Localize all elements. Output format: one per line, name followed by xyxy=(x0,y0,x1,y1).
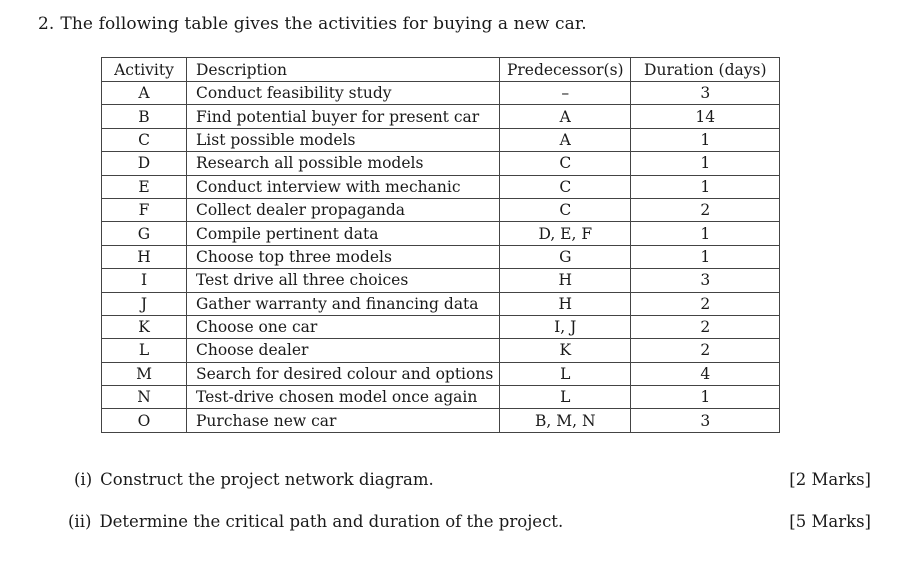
table-row xyxy=(102,82,780,105)
duration-cell: 1 xyxy=(631,128,780,151)
duration-cell: 3 xyxy=(631,409,780,432)
duration-cell: 2 xyxy=(631,315,780,338)
duration-cell: 14 xyxy=(631,105,780,128)
table-row xyxy=(102,292,780,315)
question-number: 2. xyxy=(38,14,55,34)
description-cell: Compile pertinent data xyxy=(187,222,500,245)
part-ii xyxy=(68,512,563,531)
predecessors-cell: A xyxy=(500,105,631,128)
table-row xyxy=(102,386,780,409)
description-cell: Gather warranty and financing data xyxy=(187,292,500,315)
predecessors-cell: – xyxy=(500,82,631,105)
part-ii-text: Determine the critical path and duration of the project. xyxy=(99,512,564,531)
activity-cell: C xyxy=(102,128,187,151)
activities-table xyxy=(101,57,780,433)
description-cell: Test-drive chosen model once again xyxy=(187,386,500,409)
duration-cell: 2 xyxy=(631,339,780,362)
predecessors-cell: C xyxy=(500,198,631,221)
duration-cell: 1 xyxy=(631,152,780,175)
activity-cell: H xyxy=(102,245,187,268)
description-cell: Choose top three models xyxy=(187,245,500,268)
duration-cell: 1 xyxy=(631,222,780,245)
duration-cell: 4 xyxy=(631,362,780,385)
duration-cell: 2 xyxy=(631,292,780,315)
predecessors-cell: A xyxy=(500,128,631,151)
duration-cell: 1 xyxy=(631,386,780,409)
header-activity: Activity xyxy=(102,58,187,82)
activity-cell: L xyxy=(102,339,187,362)
activity-cell: F xyxy=(102,198,187,221)
predecessors-cell: G xyxy=(500,245,631,268)
activity-cell: D xyxy=(102,152,187,175)
predecessors-cell: H xyxy=(500,292,631,315)
description-cell: Purchase new car xyxy=(187,409,500,432)
table-row xyxy=(102,362,780,385)
table-row xyxy=(102,152,780,175)
description-cell: Test drive all three choices xyxy=(187,269,500,292)
part-i-text: Construct the project network diagram. xyxy=(100,470,434,489)
activity-cell: B xyxy=(102,105,187,128)
table-body xyxy=(102,82,780,433)
description-cell: Conduct feasibility study xyxy=(187,82,500,105)
table-row xyxy=(102,269,780,292)
activity-cell: M xyxy=(102,362,187,385)
predecessors-cell: H xyxy=(500,269,631,292)
table-row xyxy=(102,339,780,362)
question-heading xyxy=(38,14,587,34)
table-row xyxy=(102,222,780,245)
table-row xyxy=(102,245,780,268)
predecessors-cell: K xyxy=(500,339,631,362)
predecessors-cell: I, J xyxy=(500,315,631,338)
duration-cell: 1 xyxy=(631,245,780,268)
activity-cell: N xyxy=(102,386,187,409)
duration-cell: 3 xyxy=(631,82,780,105)
description-cell: Collect dealer propaganda xyxy=(187,198,500,221)
activity-cell: A xyxy=(102,82,187,105)
duration-cell: 2 xyxy=(631,198,780,221)
header-duration: Duration (days) xyxy=(631,58,780,82)
description-cell: Choose dealer xyxy=(187,339,500,362)
part-ii-marks: [5 Marks] xyxy=(789,512,871,531)
part-i xyxy=(74,470,434,489)
table-row xyxy=(102,128,780,151)
description-cell: Search for desired colour and options xyxy=(187,362,500,385)
description-cell: Research all possible models xyxy=(187,152,500,175)
description-cell: Choose one car xyxy=(187,315,500,338)
activity-cell: O xyxy=(102,409,187,432)
table-row xyxy=(102,175,780,198)
activity-cell: I xyxy=(102,269,187,292)
activity-cell: E xyxy=(102,175,187,198)
predecessors-cell: D, E, F xyxy=(500,222,631,245)
activity-cell: J xyxy=(102,292,187,315)
question-text: The following table gives the activities for buying a new car. xyxy=(60,14,587,34)
predecessors-cell: L xyxy=(500,386,631,409)
table-header-row xyxy=(102,58,780,82)
description-cell: Find potential buyer for present car xyxy=(187,105,500,128)
description-cell: List possible models xyxy=(187,128,500,151)
part-i-marks: [2 Marks] xyxy=(789,470,871,489)
part-ii-label: (ii) xyxy=(68,512,92,531)
part-i-label: (i) xyxy=(74,470,93,489)
duration-cell: 1 xyxy=(631,175,780,198)
header-predecessors: Predecessor(s) xyxy=(500,58,631,82)
description-cell: Conduct interview with mechanic xyxy=(187,175,500,198)
predecessors-cell: C xyxy=(500,152,631,175)
table-row xyxy=(102,409,780,432)
predecessors-cell: B, M, N xyxy=(500,409,631,432)
table-row xyxy=(102,198,780,221)
activity-cell: K xyxy=(102,315,187,338)
duration-cell: 3 xyxy=(631,269,780,292)
activity-cell: G xyxy=(102,222,187,245)
header-description: Description xyxy=(187,58,500,82)
predecessors-cell: C xyxy=(500,175,631,198)
table-row xyxy=(102,315,780,338)
table-row xyxy=(102,105,780,128)
predecessors-cell: L xyxy=(500,362,631,385)
